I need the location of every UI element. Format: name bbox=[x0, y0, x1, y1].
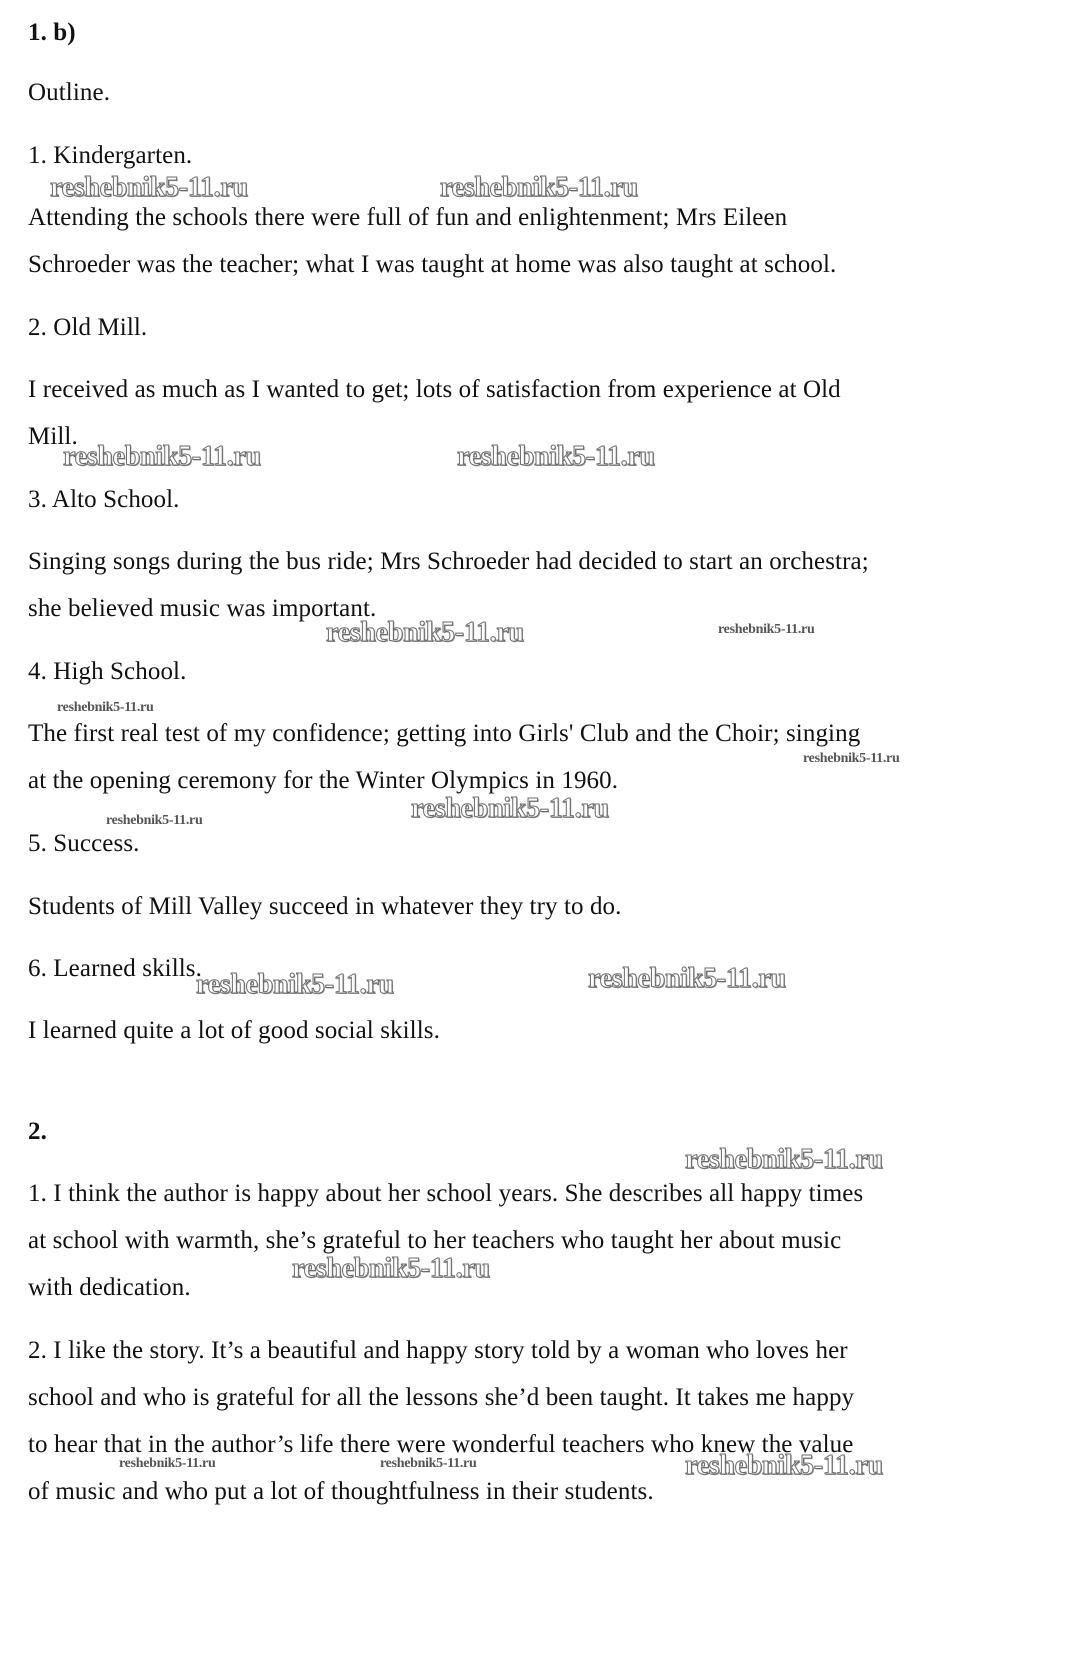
outline-item-text: Singing songs during the bus ride; Mrs Schroeder had decided to start an orchestra; bbox=[28, 548, 869, 575]
watermark: reshebnik5-11.ru bbox=[685, 1450, 883, 1481]
answer-text: 1. I think the author is happy about her school years. She describes all happy times bbox=[28, 1180, 864, 1207]
watermark: reshebnik5-11.ru bbox=[588, 963, 786, 994]
watermark: reshebnik5-11.ru bbox=[57, 700, 154, 715]
answer-text: to hear that in the author’s life there were wonderful teachers who knew the value bbox=[28, 1431, 854, 1458]
outline-item-title: 5. Success. bbox=[28, 830, 140, 857]
watermark: reshebnik5-11.ru bbox=[411, 793, 609, 824]
watermark: reshebnik5-11.ru bbox=[50, 172, 248, 203]
outline-item-text: I learned quite a lot of good social skills. bbox=[28, 1017, 440, 1044]
answer-text: with dedication. bbox=[28, 1274, 191, 1301]
watermark: reshebnik5-11.ru bbox=[718, 622, 815, 637]
watermark: reshebnik5-11.ru bbox=[106, 813, 203, 828]
answer-text: at school with warmth, she’s grateful to her teachers who taught her about music bbox=[28, 1227, 842, 1254]
section-heading-2: 2. bbox=[28, 1118, 47, 1145]
watermark: reshebnik5-11.ru bbox=[63, 441, 261, 472]
outline-item-text: The first real test of my confidence; getting into Girls' Club and the Choir; singing bbox=[28, 720, 861, 747]
answer-text: school and who is grateful for all the lessons she’d been taught. It takes me happy bbox=[28, 1384, 855, 1411]
outline-item-title: 6. Learned skills. bbox=[28, 955, 202, 982]
answer-text: of music and who put a lot of thoughtfulness in their students. bbox=[28, 1478, 654, 1505]
outline-item-text: Schroeder was the teacher; what I was taught at home was also taught at school. bbox=[28, 251, 837, 278]
outline-item-text: at the opening ceremony for the Winter Olympics in 1960. bbox=[28, 767, 619, 794]
outline-item-text: Students of Mill Valley succeed in whatever they try to do. bbox=[28, 893, 622, 920]
watermark: reshebnik5-11.ru bbox=[119, 1456, 216, 1471]
watermark: reshebnik5-11.ru bbox=[380, 1456, 477, 1471]
watermark: reshebnik5-11.ru bbox=[685, 1144, 883, 1175]
outline-item-text: Mill. bbox=[28, 423, 78, 450]
section-heading-1b: 1. b) bbox=[28, 19, 76, 46]
watermark: reshebnik5-11.ru bbox=[326, 617, 524, 648]
watermark: reshebnik5-11.ru bbox=[440, 172, 638, 203]
watermark: reshebnik5-11.ru bbox=[803, 751, 900, 766]
outline-item-text: I received as much as I wanted to get; lots of satisfaction from experience at Old bbox=[28, 376, 841, 403]
watermark: reshebnik5-11.ru bbox=[292, 1253, 490, 1284]
outline-item-title: 3. Alto School. bbox=[28, 486, 180, 513]
outline-item-text: she believed music was important. bbox=[28, 595, 377, 622]
outline-item-title: 1. Kindergarten. bbox=[28, 142, 193, 169]
watermark: reshebnik5-11.ru bbox=[457, 441, 655, 472]
watermark: reshebnik5-11.ru bbox=[196, 969, 394, 1000]
outline-title: Outline. bbox=[28, 79, 111, 106]
outline-item-title: 2. Old Mill. bbox=[28, 314, 148, 341]
outline-item-text: Attending the schools there were full of fun and enlightenment; Mrs Eileen bbox=[28, 204, 788, 231]
answer-text: 2. I like the story. It’s a beautiful and happy story told by a woman who loves her bbox=[28, 1337, 848, 1364]
outline-item-title: 4. High School. bbox=[28, 658, 187, 685]
